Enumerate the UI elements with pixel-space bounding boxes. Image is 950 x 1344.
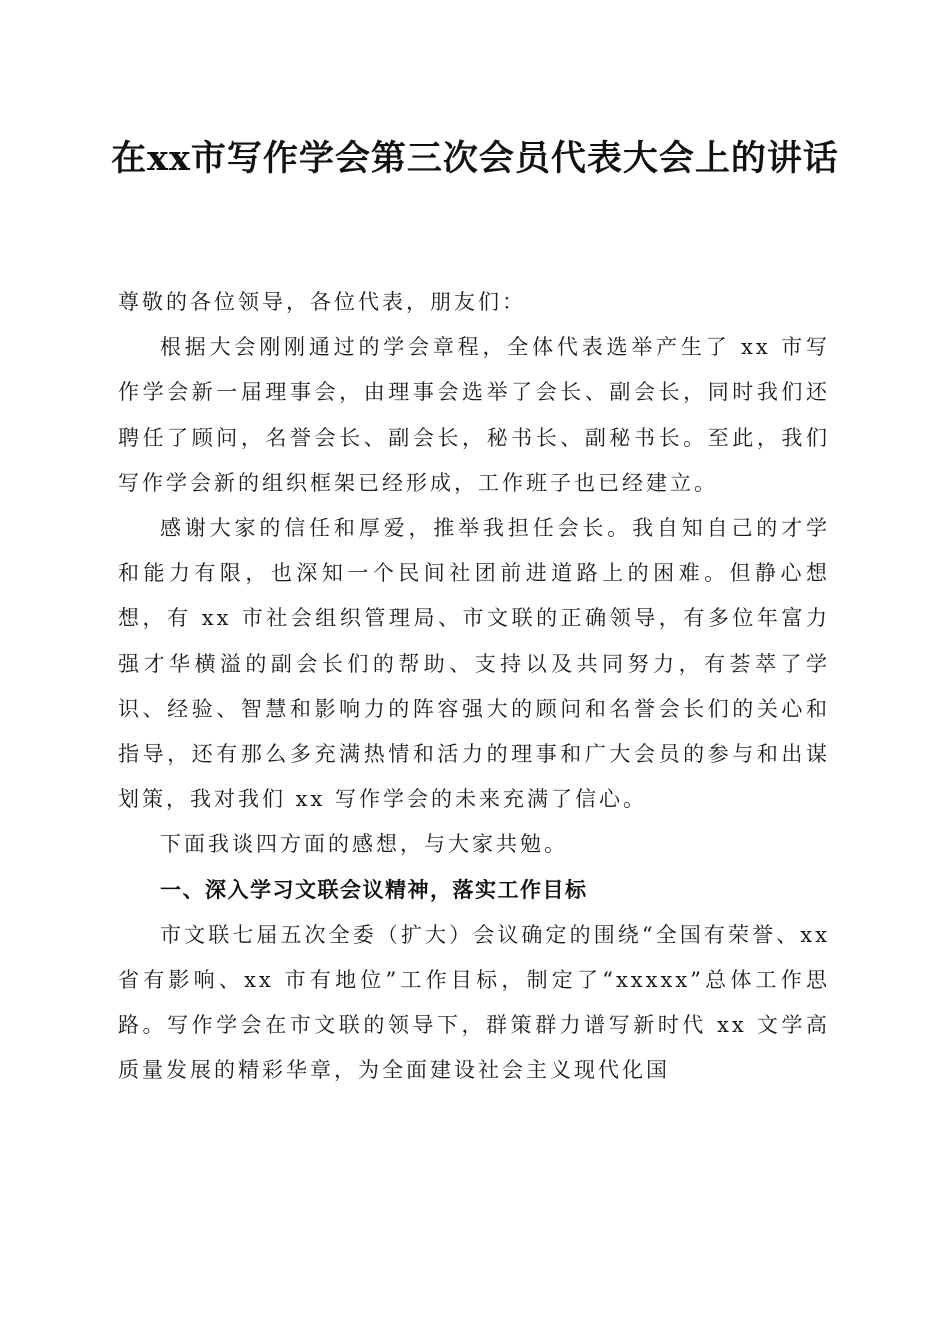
paragraph-intro: 下面我谈四方面的感想，与大家共勉。 xyxy=(160,832,568,857)
section-heading: 一、深入学习文联会议精神，落实工作目标 xyxy=(160,877,588,902)
document-title: 在xx市写作学会第三次会员代表大会上的讲话 xyxy=(111,138,839,179)
document-body xyxy=(118,280,830,1094)
paragraph-election: 根据大会刚刚通过的学会章程，全体代表选举产生了 xx 市写作学会新一届理事会，由理事会选举了会长、副会长，同时我们还聘任了顾问，名誉会长、副会长，秘书长、副秘书长。至此，我们写作学会新的组织框架已经形成，工作班子也已经建立。 xyxy=(118,335,830,495)
paragraph-thanks: 感谢大家的信任和厚爱，推举我担任会长。我自知自己的才学和能力有限，也深知一个民间社团前进道路上的困难。但静心想想，有 xx 市社会组织管理局、市文联的正确领导，有多位年富力强才华横溢的副会长们的帮助、支持以及共同努力，有荟萃了学识、经验、智慧和影响力的阵容强大的顾问和名誉会长们的关心和指导，还有那么多充满热情和活力的理事和广大会员的参与和出谋划策，我对我们 xx 写作学会的未来充满了信心。 xyxy=(118,516,830,812)
salutation: 尊敬的各位领导，各位代表，朋友们： xyxy=(118,290,526,314)
section-paragraph: 市文联七届五次全委（扩大）会议确定的围绕“全国有荣誉、xx 省有影响、xx 市有地位”工作目标，制定了“xxxxx”总体工作思路。写作学会在市文联的领导下，群策群力谱写新时代 xx 文学高质量发展的精彩华章，为全面建设社会主义现代化国 xyxy=(118,922,830,1083)
